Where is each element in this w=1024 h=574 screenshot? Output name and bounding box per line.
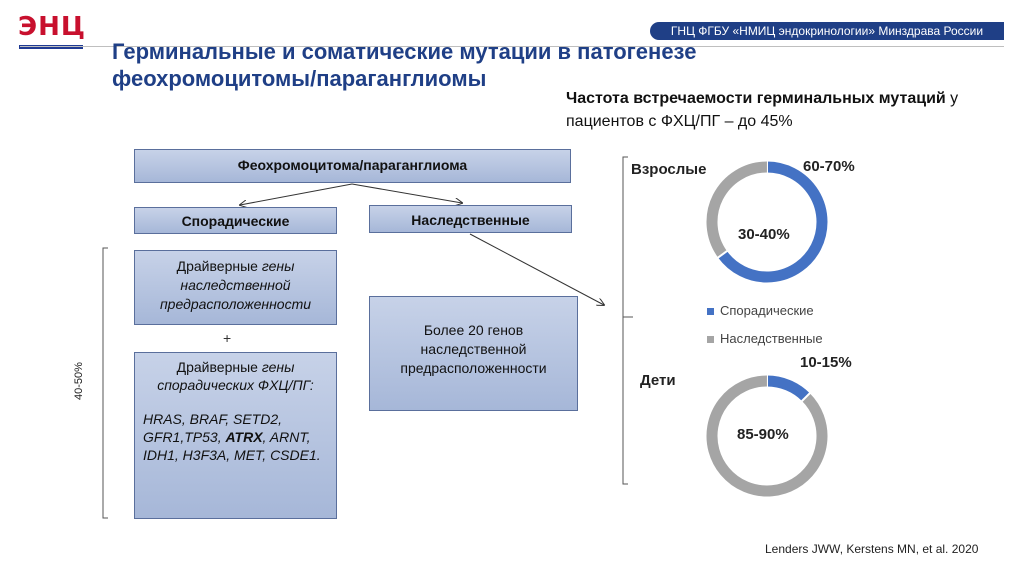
more-genes-box: Более 20 генов наследственной предрасположенности [369,296,578,411]
citation: Lenders JWW, Kerstens MN, et al. 2020 [765,542,979,556]
children-hereditary-value: 85-90% [737,426,789,443]
legend-item-hereditary [707,331,823,346]
adults-hereditary-value: 30-40% [738,226,790,243]
driver2-part2: гены спорадических ФХЦ/ПГ: [157,359,314,393]
children-label: Дети [640,372,676,389]
legend-swatch-hereditary [707,336,714,343]
adults-slice-sporadic [723,167,822,277]
plus-sign: + [223,330,232,346]
legend-label-sporadic: Спорадические [720,303,814,318]
genes-bold: ATRX [225,429,263,445]
slide-title-line1: Герминальные и соматические мутации в патогенезе [112,39,697,64]
genes-part1: HRAS, BRAF, SETD2, GFR1,TP53, [143,411,283,445]
adults-label: Взрослые [631,161,707,178]
children-sporadic-value: 10-15% [800,354,852,371]
hereditary-box: Наследственные [369,205,572,233]
legend-swatch-sporadic [707,308,714,315]
institution-banner: ГНЦ ФГБУ «НМИЦ эндокринологии» Минздрава России [670,24,984,38]
children-slice-sporadic [767,381,806,397]
driver1-part1: Драйверные [176,258,262,274]
driver1-part2: гены наследственной предрасположенности [159,258,312,312]
genes-part2: , ARNT, IDH1, H3F3A, MET, CSDE1. [143,429,321,463]
sporadic-box: Спорадические [134,207,337,234]
adults-sporadic-value: 60-70% [803,158,855,175]
side-percent-label: 40-50% [72,362,85,400]
legend-label-hereditary: Наследственные [720,331,823,346]
driver2-part1: Драйверные [176,359,262,375]
legend-item-sporadic [707,303,814,318]
subtitle-rest: у пациентов с ФХЦ/ПГ – до 45% [566,90,959,130]
subtitle-bold: Частота встречаемости герминальных мутаций [566,90,946,107]
pheochromocytoma-box: Феохромоцитома/параганглиома [134,149,571,183]
slide-title-line2: феохромоцитомы/параганглиомы [112,66,487,91]
logo-text: ЭНЦ [18,12,86,42]
